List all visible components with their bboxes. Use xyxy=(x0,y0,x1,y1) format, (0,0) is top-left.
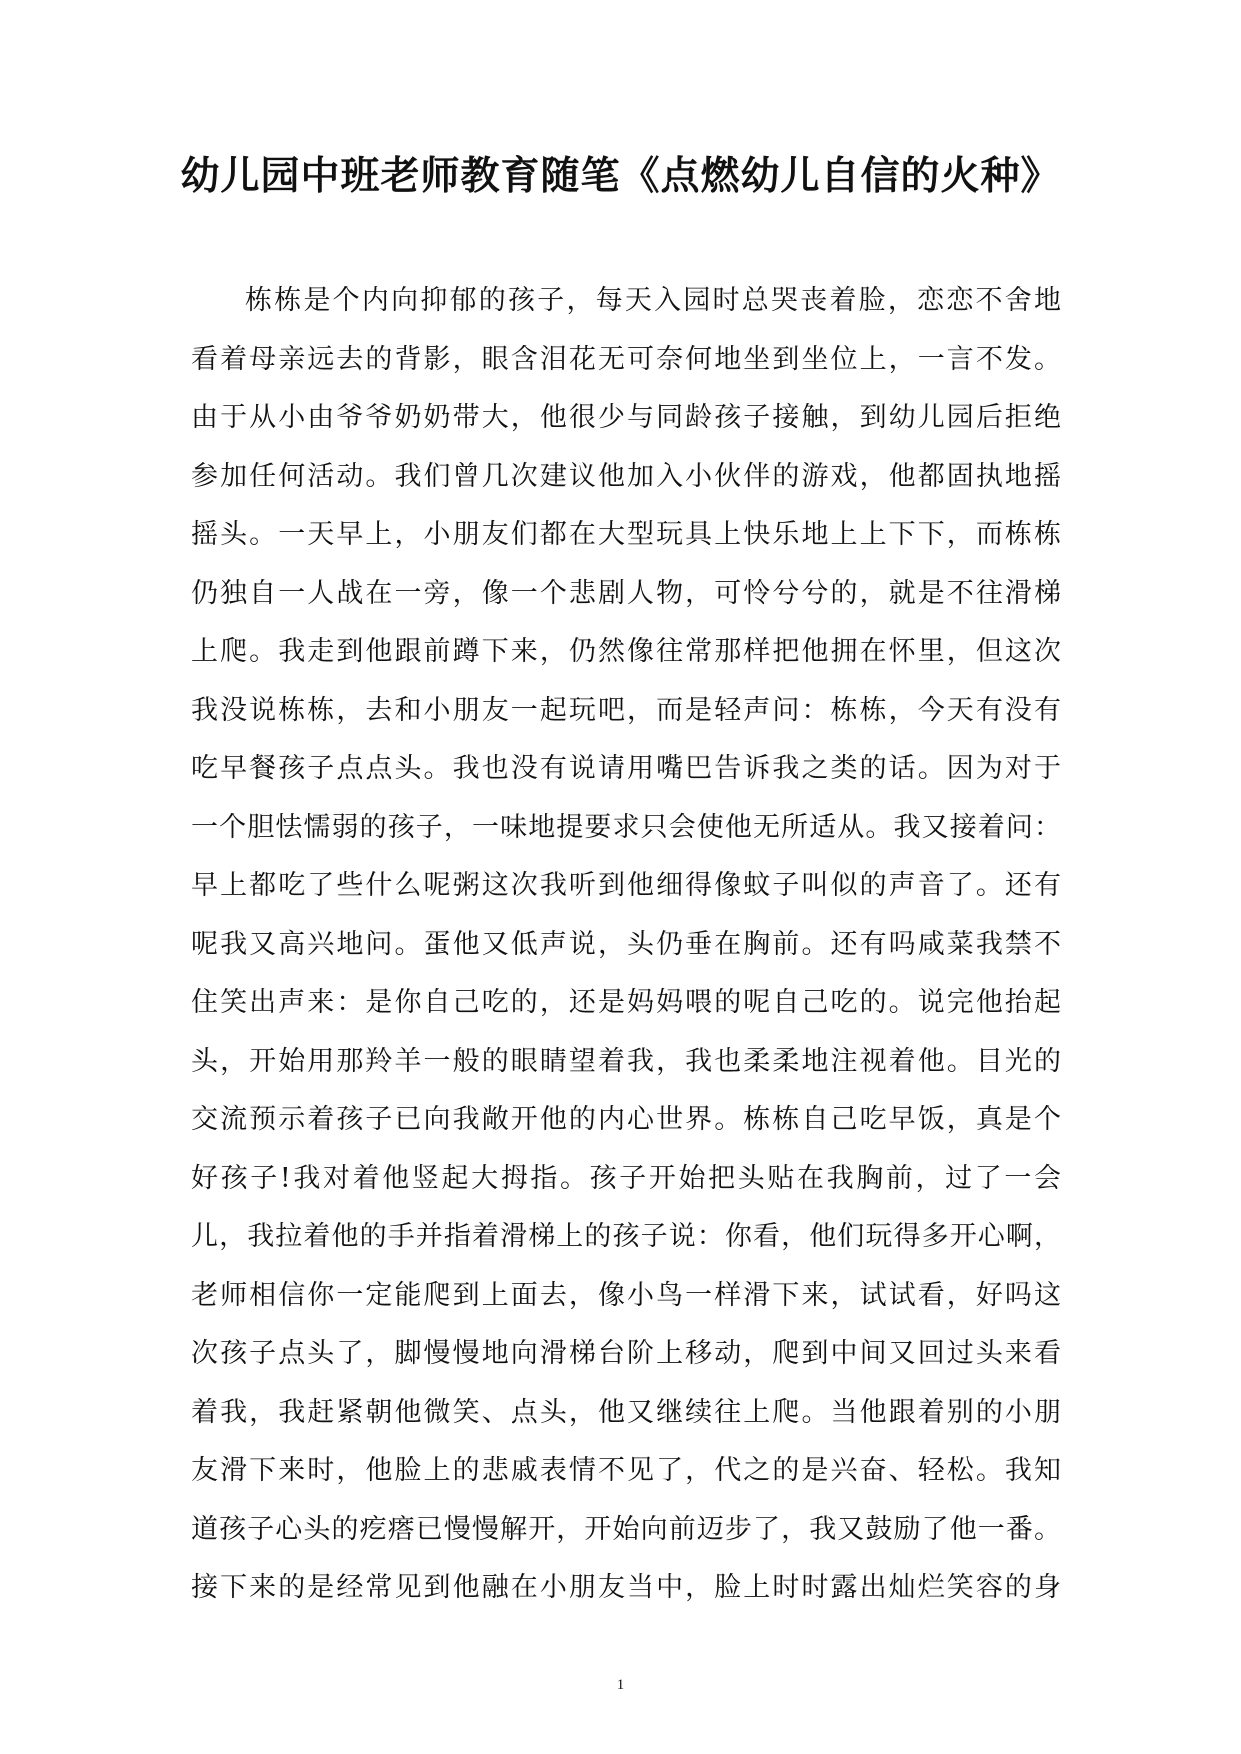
text-line: 吃早餐孩子点点头。我也没有说请用嘴巴告诉我之类的话。因为对于 xyxy=(191,753,1061,784)
text-line: 友滑下来时，他脸上的悲戚表情不见了，代之的是兴奋、轻松。我知 xyxy=(191,1455,1061,1486)
text-line: 交流预示着孩子已向我敞开他的内心世界。栋栋自己吃早饭，真是个 xyxy=(191,1104,1061,1135)
text-line: 一个胆怯懦弱的孩子，一味地提要求只会使他无所适从。我又接着问： xyxy=(191,811,1061,843)
text-line: 呢我又高兴地问。蛋他又低声说，头仍垂在胸前。还有吗咸菜我禁不 xyxy=(191,928,1061,960)
text-line: 接下来的是经常见到他融在小朋友当中，脸上时时露出灿烂笑容的身 xyxy=(191,1572,1061,1603)
text-line: 老师相信你一定能爬到上面去，像小鸟一样滑下来，试试看，好吗这 xyxy=(191,1279,1061,1311)
body-paragraph xyxy=(191,272,1061,1618)
text-line: 参加任何活动。我们曾几次建议他加入小伙伴的游戏，他都固执地摇 xyxy=(191,460,1061,492)
text-line: 早上都吃了些什么呢粥这次我听到他细得像蚊子叫似的声音了。还有 xyxy=(191,870,1061,901)
text-line: 着我，我赶紧朝他微笑、点头，他又继续往上爬。当他跟着别的小朋 xyxy=(191,1396,1061,1428)
page-number: 1 xyxy=(616,1677,625,1693)
text-line: 摇头。一天早上，小朋友们都在大型玩具上快乐地上上下下，而栋栋 xyxy=(191,519,1061,550)
text-line: 栋栋是个内向抑郁的孩子，每天入园时总哭丧着脸，恋恋不舍地 xyxy=(245,285,1061,316)
text-line: 儿，我拉着他的手并指着滑梯上的孩子说：你看，他们玩得多开心啊， xyxy=(191,1221,1061,1252)
text-line: 次孩子点头了，脚慢慢地向滑梯台阶上移动，爬到中间又回过头来看 xyxy=(191,1338,1061,1369)
text-line: 好孩子!我对着他竖起大拇指。孩子开始把头贴在我胸前，过了一会 xyxy=(191,1162,1061,1194)
document-title: 幼儿园中班老师教育随笔《点燃幼儿自信的火种》 xyxy=(180,154,1061,199)
text-line: 头，开始用那羚羊一般的眼睛望着我，我也柔柔地注视着他。目光的 xyxy=(191,1045,1061,1077)
text-line: 上爬。我走到他跟前蹲下来，仍然像往常那样把他拥在怀里，但这次 xyxy=(191,636,1061,667)
text-line: 道孩子心头的疙瘩已慢慢解开，开始向前迈步了，我又鼓励了他一番。 xyxy=(191,1513,1061,1545)
text-line: 我没说栋栋，去和小朋友一起玩吧，而是轻声问：栋栋，今天有没有 xyxy=(191,694,1061,726)
text-line: 看着母亲远去的背影，眼含泪花无可奈何地坐到坐位上，一言不发。 xyxy=(191,343,1061,375)
text-line: 由于从小由爷爷奶奶带大，他很少与同龄孩子接触，到幼儿园后拒绝 xyxy=(191,402,1061,433)
text-line: 住笑出声来：是你自己吃的，还是妈妈喂的呢自己吃的。说完他抬起 xyxy=(191,987,1061,1018)
text-line: 仍独自一人战在一旁，像一个悲剧人物，可怜兮兮的，就是不往滑梯 xyxy=(191,577,1061,609)
